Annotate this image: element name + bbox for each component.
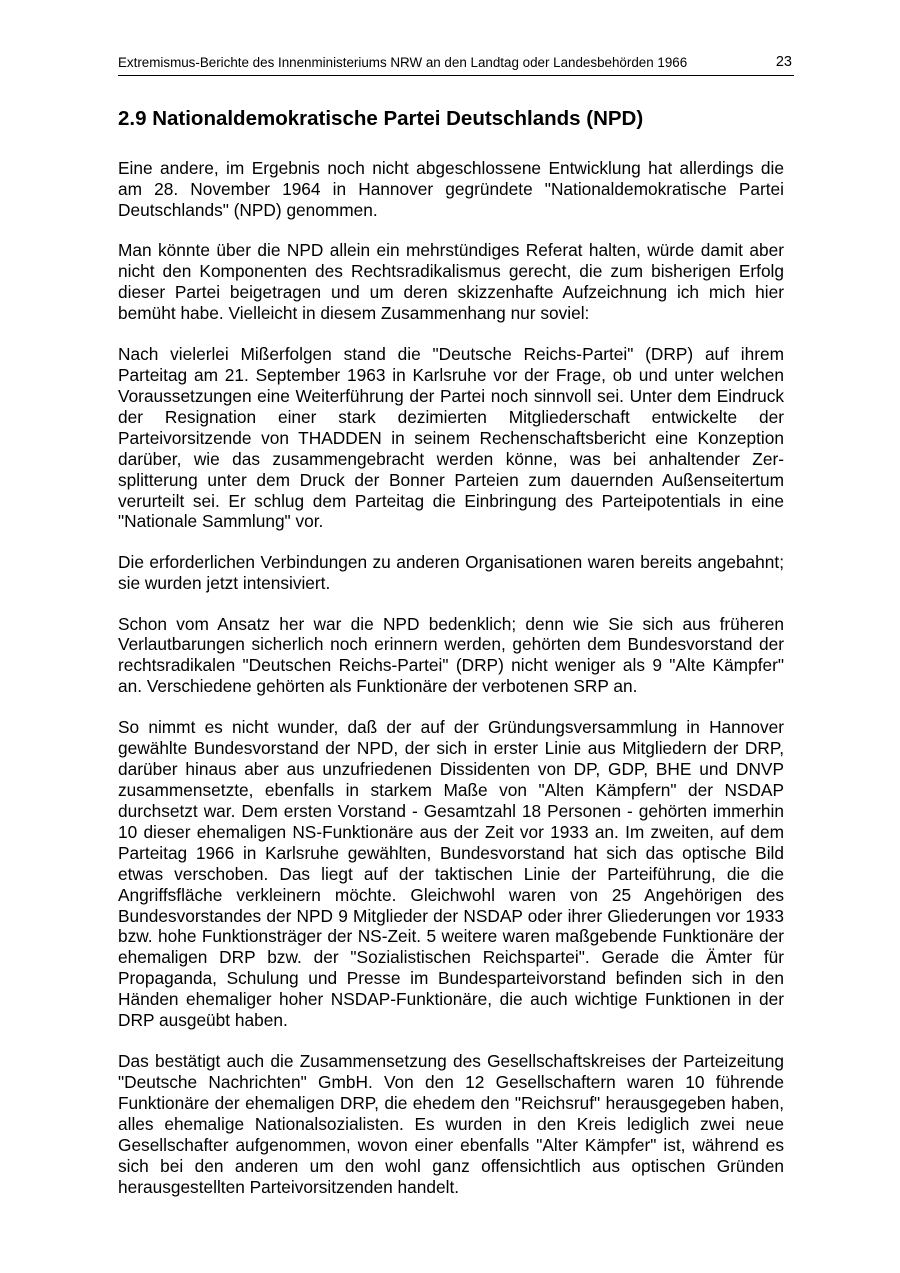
paragraph-7: Das bestätigt auch die Zusammensetzung des Gesellschaftskreises der Parteizeitung "Deutsche Nachrichten" GmbH. Von den 12 Gesellschaftern waren 10 führende Funktionäre der ehemaligen DRP, die ehedem den "Reichsruf" herausgegeben haben, alles ehemalige Nationalsozialisten. Es wurden in den Kreis lediglich zwei neue Gesellschafter aufgenommen, wovon einer ebenfalls "Alter Kämpfer" ist, während es sich bei den anderen um den wohl ganz offensichtlich aus optischen Gründen herausgestellten Parteivorsitzenden handelt.: [118, 1050, 784, 1197]
paragraph-5: Schon vom Ansatz her war die NPD bedenklich; denn wie Sie sich aus früheren Verlautbarungen sicherlich noch erinnern werden, gehörten dem Bundesvorstand der rechtsradikalen "Deutschen Reichs-Partei" (DRP) nicht weniger als 9 "Alte Kämpfer" an. Verschiedene gehörten als Funktionäre der verbotenen SRP an.: [118, 613, 784, 697]
running-header-title: Extremismus-Berichte des Innenministeriums NRW an den Landtag oder Landesbehörden 1966: [118, 55, 688, 70]
running-header: [118, 53, 794, 76]
paragraph-2: Man könnte über die NPD allein ein mehrstündiges Referat halten, würde damit aber nicht den Komponenten des Rechtsradikalismus gerecht, die zum bisherigen Erfolg dieser Partei beigetragen und um deren skizzenhafte Aufzeichnung ich mich hier bemüht habe. Vielleicht in diesem Zusammenhang nur soviel:: [118, 240, 784, 324]
paragraph-3: Nach vielerlei Mißerfolgen stand die "Deutsche Reichs-Partei" (DRP) auf ihrem Parteitag am 21. September 1963 in Karlsruhe vor der Frage, ob und unter welchen Voraussetzungen eine Weiterführung der Partei noch sinnvoll sei. Unter dem Eindruck der Resignation einer stark dezimierten Mitgliederschaft entwickelte der Parteivorsitzende von THADDEN in seinem Rechenschaftsbericht eine Konzeption darüber, wie das zusammengebracht werden könne, was bei anhaltender Zersplitterung unter dem Druck der Bonner Parteien zum dauernden Außenseitertum verurteilt sei. Er schlug dem Parteitag die Einbringung des Parteipotentials in eine "Nationale Sammlung" vor.: [118, 343, 784, 532]
paragraph-6: So nimmt es nicht wunder, daß der auf der Gründungsversammlung in Hannover gewählte Bundesvorstand der NPD, der sich in erster Linie aus Mitgliedern der DRP, darüber hinaus aber aus unzufriedenen Dissidenten von DP, GDP, BHE und DNVP zusammensetzte, ebenfalls in starkem Maße von "Alten Kämpfern" der NSDAP durchsetzt war. Dem ersten Vorstand - Gesamtzahl 18 Personen - gehörten immerhin 10 dieser ehemaligen NS-Funktionäre aus der Zeit vor 1933 an. Im zweiten, auf dem Parteitag 1966 in Karlsruhe gewählten, Bundesvorstand hat sich das optische Bild etwas verschoben. Das liegt auf der taktischen Linie der Parteiführung, die die Angriffsfläche verkleinern möchte. Gleichwohl waren von 25 Angehörigen des Bundesvorstandes der NPD 9 Mitglieder der NSDAP oder ihrer Gliederungen vor 1933 bzw. hohe Funktionsträger der NS-Zeit. 5 weitere waren maßgebende Funktionäre der ehemaligen DRP bzw. der "Sozialistischen Reichspartei". Gerade die Ämter für Propaganda, Schulung und Presse im Bundesparteivorstand befinden sich in den Händen ehemaliger hoher NSDAP-Funktionäre, die auch wichtige Funktionen in der DRP ausgeübt haben.: [118, 716, 784, 1031]
page-number: 23: [775, 54, 792, 70]
document-body: [118, 106, 784, 1217]
paragraph-4: Die erforderlichen Verbindungen zu anderen Organisationen waren bereits angebahnt; sie wurden jetzt intensiviert.: [118, 552, 784, 593]
section-heading: 2.9 Nationaldemokratische Partei Deutschlands (NPD): [118, 107, 644, 130]
paragraph-1: Eine andere, im Ergebnis noch nicht abgeschlossene Entwicklung hat allerdings die am 28. November 1964 in Hannover gegründete "Nationaldemokratische Partei Deutschlands" (NPD) genommen.: [118, 158, 784, 220]
